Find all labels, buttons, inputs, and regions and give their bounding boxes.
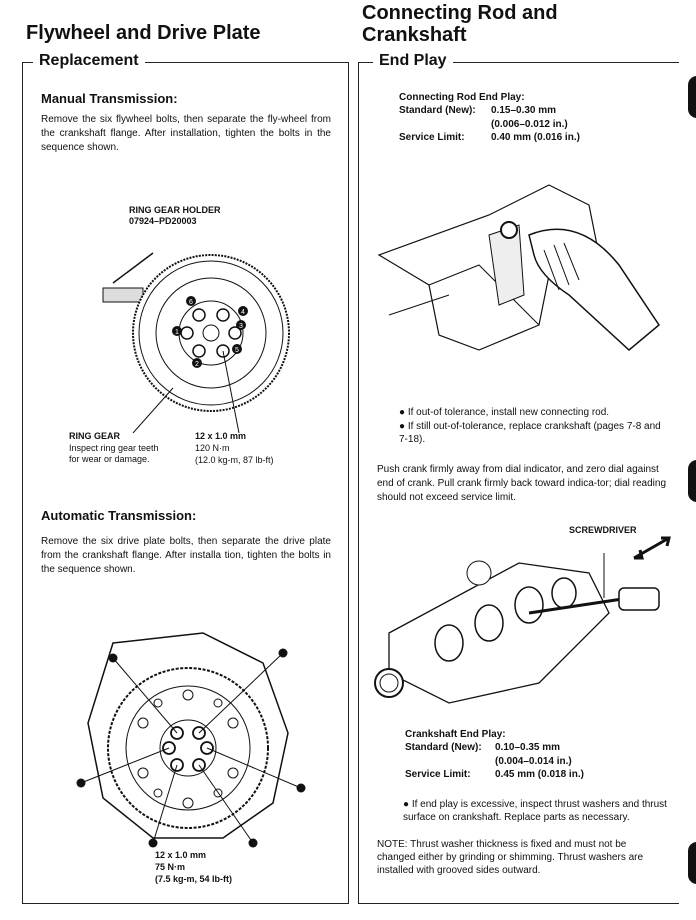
ring-gear-holder-label: RING GEAR HOLDER [129, 205, 221, 215]
thrust-washer-note: NOTE: Thrust washer thickness is fixed and must not be changed either by grinding or shimming. Thrust washers are installed with grooved sides outward. [377, 839, 644, 876]
bolt-sequence-number: 4 [241, 309, 245, 316]
rod-end-play-heading: Connecting Rod End Play: [399, 92, 525, 103]
bullet-icon: ● [399, 421, 408, 432]
bolt-sequence-number: 6 [189, 299, 193, 306]
bullet-icon: ● [399, 407, 408, 418]
manual-torque-alt: (12.0 kg-m, 87 lb-ft) [195, 455, 274, 465]
left-page-title: Flywheel and Drive Plate [26, 22, 261, 44]
ring-gear-holder-number: 07924–PD20003 [129, 216, 197, 226]
crank-std-value: 0.10–0.35 mm [495, 742, 561, 753]
manual-transmission-text: Remove the six flywheel bolts, then separate the fly-wheel from the crankshaft flange. After installation, tighten the bolts in the sequence shown. [41, 114, 331, 153]
crankshaft-illustration [369, 533, 679, 713]
rod-std-value-in: (0.006–0.012 in.) [491, 119, 568, 130]
connecting-rod-illustration [369, 175, 669, 395]
bolt-sequence-number: 5 [235, 347, 239, 354]
rod-std-value: 0.15–0.30 mm [491, 105, 557, 116]
rod-std-label: Standard (New): [399, 105, 476, 116]
bolt-sequence-number: 1 [175, 329, 179, 336]
drive-plate-illustration [73, 623, 313, 853]
automatic-transmission-text: Remove the six drive plate bolts, then separate the drive plate from the crankshaft flange. After installa tion, tighten the bolts in the sequence shown. [41, 536, 331, 575]
crank-end-play-heading: Crankshaft End Play: [405, 729, 506, 740]
crank-bullet: ● If end play is excessive, inspect thrust washers and thrust surface on crankshaft. Replace parts as necessary. [403, 799, 667, 823]
ring-gear-label: RING GEAR [69, 431, 121, 441]
flywheel-illustration [93, 233, 323, 433]
manual-torque-nm: 120 N·m [195, 443, 230, 453]
page-tab-marker [688, 460, 696, 502]
crank-limit-value: 0.45 mm (0.018 in.) [495, 769, 584, 780]
push-crank-text: Push crank firmly away from dial indicator, and zero dial against end of crank. Pull crank firmly back toward indica-tor; dial reading should not exceed service limit. [377, 464, 667, 503]
crank-std-value-in: (0.004–0.014 in.) [495, 756, 572, 767]
screwdriver-label: SCREWDRIVER [569, 525, 637, 535]
end-play-panel [358, 52, 679, 904]
page-tab-marker [688, 842, 696, 884]
ring-gear-note: Inspect ring gear teeth for wear or damage. [69, 443, 159, 464]
direction-arrow-icon [634, 538, 669, 558]
rod-limit-value: 0.40 mm (0.016 in.) [491, 132, 580, 143]
manual-bolt-spec: 12 x 1.0 mm [195, 431, 247, 441]
right-page-title-line1: Connecting Rod and [362, 2, 558, 24]
ring-gear-holder-tool [103, 288, 143, 302]
rod-limit-label: Service Limit: [399, 132, 465, 143]
end-play-panel-title: End Play [373, 52, 453, 70]
crank-limit-label: Service Limit: [405, 769, 471, 780]
crank-std-label: Standard (New): [405, 742, 482, 753]
automatic-torque-nm: 75 N·m [155, 862, 186, 872]
manual-transmission-heading: Manual Transmission: [41, 91, 178, 106]
automatic-transmission-heading: Automatic Transmission: [41, 508, 197, 523]
rod-bullet-1: ● If out-of tolerance, install new connecting rod. [399, 407, 610, 418]
rod-bullet-2: ● If still out-of-tolerance, replace crankshaft (pages 7-8 and 7-18). [399, 421, 661, 445]
automatic-torque-alt: (7.5 kg-m, 54 lb-ft) [155, 874, 233, 884]
bolt-sequence-number: 2 [195, 361, 199, 368]
dial-indicator-icon [375, 669, 403, 697]
replacement-panel [22, 52, 349, 904]
replacement-panel-title: Replacement [33, 52, 145, 70]
automatic-bolt-spec: 12 x 1.0 mm [155, 850, 207, 860]
page-tab-marker [688, 76, 696, 118]
right-page-title-line2: Crankshaft [362, 24, 467, 46]
bullet-icon: ● [403, 799, 412, 810]
bolt-sequence-number: 3 [239, 323, 243, 330]
